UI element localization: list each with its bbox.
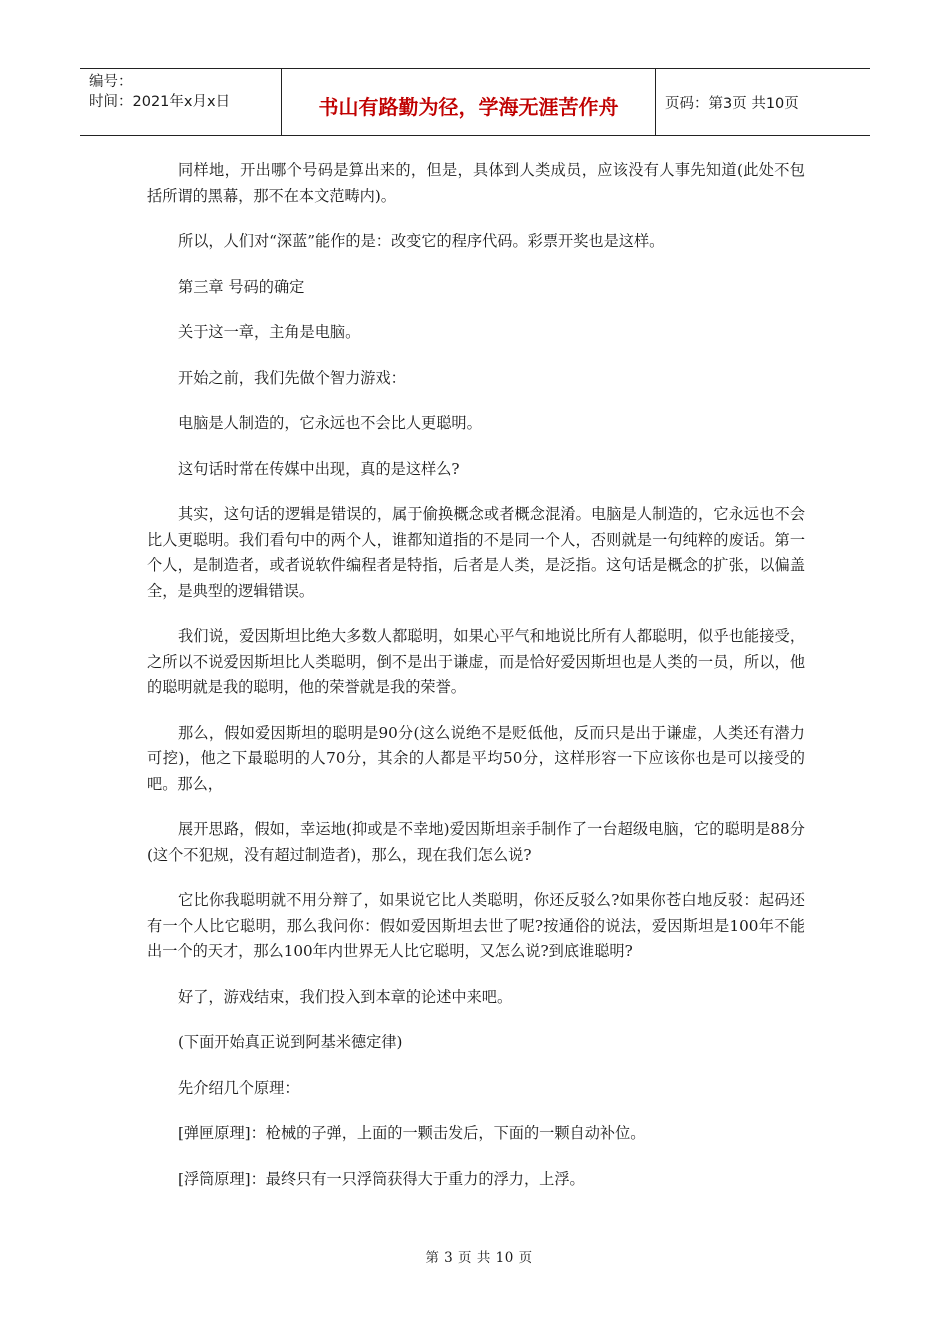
paragraph: 关于这一章，主角是电脑。 [178,323,361,341]
paragraph: 所以，人们对“深蓝”能作的是：改变它的程序代码。彩票开奖也是这样。 [178,232,665,250]
header-motto: 书山有路勤为径，学海无涯苦作舟 [318,94,619,119]
document-number-label: 编号： [89,74,133,90]
paragraph: 展开思路，假如，幸运地(抑或是不幸地)爱因斯坦亲手制作了一台超级电脑，它的聪明是88分(这个不犯规，没有超过制造者)，那么，现在我们怎么说? [147,820,805,864]
paragraph: 电脑是人制造的，它永远也不会比人更聪明。 [178,414,482,432]
paragraph: 好了，游戏结束，我们投入到本章的论述中来吧。 [178,987,513,1006]
header-motto-cell [282,69,656,135]
paragraph: 同样地，开出哪个号码是算出来的，但是，具体到人类成员，应该没有人事先知道(此处不包括所谓的黑幕，那不在本文范畴内)。 [147,161,805,205]
paragraph: [浮筒原理]：最终只有一只浮筒获得大于重力的浮力，上浮。 [178,1169,585,1188]
document-date-label: 时间：2021年x月x日 [89,94,231,110]
paragraph: [弹匣原理]：枪械的子弹，上面的一颗击发后，下面的一颗自动补位。 [178,1124,646,1142]
page-header [80,68,870,136]
paragraph: 它比你我聪明就不用分辩了，如果说它比人类聪明，你还反驳么?如果你苍白地反驳：起码还有一个人比它聪明，那么我问你：假如爱因斯坦去世了呢?按通俗的说法，爱因斯坦是100年不能出一个的天才，那么100年内世界无人比它聪明，又怎么说?到底谁聪明? [147,891,805,960]
header-page-cell [656,69,870,135]
paragraph: 我们说，爱因斯坦比绝大多数人都聪明，如果心平气和地说比所有人都聪明，似乎也能接受，之所以不说爱因斯坦比人类聪明，倒不是出于谦虚，而是恰好爱因斯坦也是人类的一员，所以，他的聪明就是我的聪明，他的荣誉就是我的荣誉。 [147,627,805,696]
document-body [147,158,805,1212]
paragraph: 那么，假如爱因斯坦的聪明是90分(这么说绝不是贬低他，反而只是出于谦虚，人类还有潜力可挖)，他之下最聪明的人70分，其余的人都是平均50分，这样形容一下应该你也是可以接受的吧。那么， [147,723,805,793]
header-page-number: 页码：第3页 共10页 [665,95,799,112]
paragraph: (下面开始真正说到阿基米德定律) [178,1033,403,1051]
paragraph: 其实，这句话的逻辑是错误的，属于偷换概念或者概念混淆。电脑是人制造的，它永远也不会比人更聪明。我们看句中的两个人，谁都知道指的不是同一个人，否则就是一句纯粹的废话。第一个人，是制造者，或者说软件编程者是特指，后者是人类，是泛指。这句话是概念的扩张，以偏盖全，是典型的逻辑错误。 [147,505,805,600]
paragraph: 这句话时常在传媒中出现，真的是这样么? [178,459,460,478]
paragraph: 先介绍几个原理： [178,1078,300,1097]
paragraph: 开始之前，我们先做个智力游戏： [178,368,406,387]
page-footer: 第 3 页 共 10 页 [425,1250,533,1266]
chapter-heading: 第三章 号码的确定 [178,277,305,296]
header-meta-cell [80,69,282,135]
